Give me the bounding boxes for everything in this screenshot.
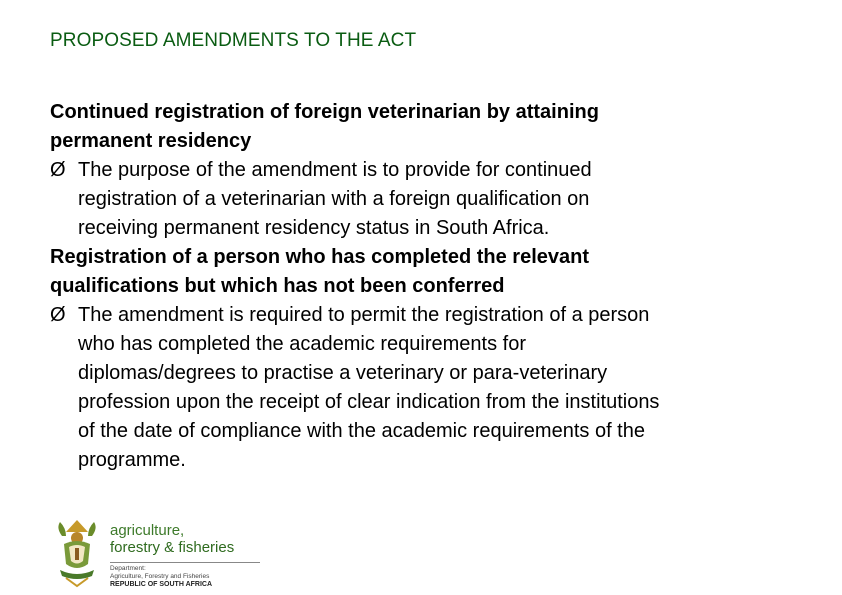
bullet-line: who has completed the academic requirements for (78, 333, 527, 355)
coat-of-arms-icon (52, 518, 102, 588)
bullet-line: registration of a veterinarian with a foreign qualification on (78, 188, 590, 210)
slide-content (50, 98, 790, 475)
section-heading-unconferred-registration (50, 243, 790, 301)
section-heading-foreign-registration (50, 98, 790, 156)
bullet-line: of the date of compliance with the academic requirements of the (78, 420, 645, 442)
logo-line-forestry: forestry & fisheries (110, 539, 235, 556)
bullet-line: receiving permanent residency status in South Africa. (78, 217, 550, 239)
logo-country: REPUBLIC OF SOUTH AFRICA (110, 581, 213, 588)
heading-line: permanent residency (50, 130, 252, 152)
bullet-item-purpose (50, 156, 790, 243)
bullet-line: The amendment is required to permit the registration of a person (78, 304, 650, 326)
bullet-line: profession upon the receipt of clear indication from the institutions (78, 391, 660, 413)
heading-line: Registration of a person who has completed the relevant (50, 246, 589, 268)
bullet-line: programme. (78, 449, 186, 471)
bullet-item-requirement (50, 301, 790, 475)
bullet-line: diplomas/degrees to practise a veterinary or para-veterinary (78, 362, 608, 384)
slide-title: PROPOSED AMENDMENTS TO THE ACT (50, 30, 417, 51)
arrow-bullet-icon: Ø (50, 304, 66, 326)
logo-department-name: Agriculture, Forestry and Fisheries (110, 573, 210, 580)
arrow-bullet-icon: Ø (50, 159, 66, 181)
heading-line: Continued registration of foreign veterinarian by attaining (50, 101, 599, 123)
logo-divider (110, 562, 260, 563)
department-logo (52, 518, 272, 588)
logo-department-label: Department: (110, 565, 146, 572)
logo-line-agriculture: agriculture, (110, 522, 185, 539)
heading-line: qualifications but which has not been conferred (50, 275, 505, 297)
bullet-line: The purpose of the amendment is to provide for continued (78, 159, 592, 181)
logo-text (110, 522, 260, 589)
